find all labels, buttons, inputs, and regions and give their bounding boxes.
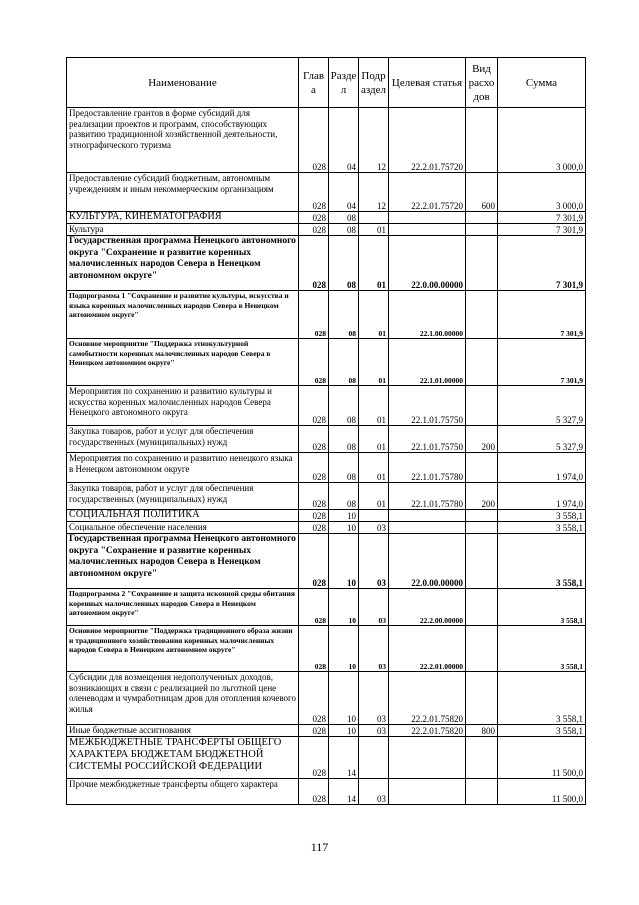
row-name: МЕЖБЮДЖЕТНЫЕ ТРАНСФЕРТЫ ОБЩЕГО ХАРАКТЕРА БЮДЖЕТАМ БЮДЖЕТНОЙ СИСТЕМЫ РОССИЙСКОЙ ФЕДЕРАЦИИ: [67, 737, 299, 779]
row-sum: 3 558,1: [498, 672, 586, 725]
row-name: Мероприятия по сохранению и развитию культуры и искусства коренных малочисленных народов Севера Ненецкого автономного округа: [67, 386, 299, 426]
row-article: 22.0.00.00000: [389, 236, 466, 291]
row-razdel: 08: [329, 339, 359, 386]
row-podrazdel: 01: [359, 291, 389, 339]
row-name: Государственная программа Ненецкого автономного округа "Сохранение и развитие коренных малочисленных народов Севера в Ненецком автономном округе": [67, 534, 299, 589]
row-razdel: 08: [329, 224, 359, 236]
row-podrazdel: 12: [359, 108, 389, 173]
row-sum: 3 000,0: [498, 108, 586, 173]
row-name: Закупка товаров, работ и услуг для обеспечения государственных (муниципальных) нужд: [67, 426, 299, 453]
row-name: КУЛЬТУРА, КИНЕМАТОГРАФИЯ: [67, 212, 299, 224]
row-sum: 7 301,9: [498, 339, 586, 386]
row-glava: 028: [299, 534, 329, 589]
row-podrazdel: 03: [359, 522, 389, 534]
row-article: 22.1.01.75750: [389, 426, 466, 453]
row-article: 22.2.00.00000: [389, 589, 466, 626]
row-razdel: 14: [329, 737, 359, 779]
row-vid: [466, 224, 498, 236]
row-sum: 3 558,1: [498, 510, 586, 522]
row-glava: 028: [299, 453, 329, 483]
row-name: Государственная программа Ненецкого автономного округа "Сохранение и развитие коренных малочисленных народов Севера в Ненецком автономном округе": [67, 236, 299, 291]
row-vid: [466, 672, 498, 725]
row-vid: [466, 522, 498, 534]
table-row: [67, 224, 586, 236]
row-razdel: 04: [329, 108, 359, 173]
row-vid: [466, 291, 498, 339]
row-glava: 028: [299, 672, 329, 725]
row-podrazdel: 01: [359, 453, 389, 483]
row-razdel: 10: [329, 626, 359, 672]
row-podrazdel: 01: [359, 224, 389, 236]
row-article: 22.2.01.75820: [389, 672, 466, 725]
row-name: Прочие межбюджетные трансферты общего характера: [67, 779, 299, 805]
row-sum: 7 301,9: [498, 224, 586, 236]
row-sum: 3 558,1: [498, 626, 586, 672]
row-glava: 028: [299, 386, 329, 426]
row-razdel: 08: [329, 483, 359, 510]
row-glava: 028: [299, 212, 329, 224]
row-glava: 028: [299, 173, 329, 212]
row-glava: 028: [299, 224, 329, 236]
row-sum: 11 500,0: [498, 779, 586, 805]
row-vid: [466, 534, 498, 589]
row-sum: 5 327,9: [498, 426, 586, 453]
table-row: [67, 339, 586, 386]
row-name: Социальное обеспечение населения: [67, 522, 299, 534]
header-glava: Глав а: [299, 58, 329, 108]
row-vid: [466, 453, 498, 483]
row-razdel: 14: [329, 779, 359, 805]
row-vid: 200: [466, 426, 498, 453]
row-podrazdel: 01: [359, 236, 389, 291]
row-article: 22.2.01.75720: [389, 108, 466, 173]
row-podrazdel: 01: [359, 483, 389, 510]
row-article: [389, 510, 466, 522]
row-name: Предоставление субсидий бюджетным, автономным учреждениям и иным некоммерческим организациям: [67, 173, 299, 212]
row-razdel: 08: [329, 386, 359, 426]
row-article: 22.1.01.75780: [389, 453, 466, 483]
table-row: [67, 534, 586, 589]
row-razdel: 10: [329, 725, 359, 737]
row-sum: 7 301,9: [498, 212, 586, 224]
row-razdel: 10: [329, 589, 359, 626]
row-razdel: 10: [329, 510, 359, 522]
row-razdel: 04: [329, 173, 359, 212]
table-row: [67, 779, 586, 805]
header-vid: Вид расхо дов: [466, 58, 498, 108]
row-article: 22.2.01.75820: [389, 725, 466, 737]
table-row: [67, 236, 586, 291]
row-podrazdel: [359, 212, 389, 224]
row-razdel: 10: [329, 522, 359, 534]
row-razdel: 08: [329, 212, 359, 224]
row-razdel: 08: [329, 236, 359, 291]
row-razdel: 08: [329, 453, 359, 483]
row-article: 22.1.00.00000: [389, 291, 466, 339]
header-podrazdel: Подр аздел: [359, 58, 389, 108]
row-glava: 028: [299, 522, 329, 534]
row-sum: 1 974,0: [498, 453, 586, 483]
row-podrazdel: [359, 737, 389, 779]
row-article: 22.1.01.75780: [389, 483, 466, 510]
row-vid: [466, 589, 498, 626]
row-glava: 028: [299, 589, 329, 626]
table-row: [67, 522, 586, 534]
row-article: [389, 779, 466, 805]
row-article: 22.0.00.00000: [389, 534, 466, 589]
table-row: [67, 483, 586, 510]
row-name: Культура: [67, 224, 299, 236]
table-row: [67, 737, 586, 779]
table-row: [67, 173, 586, 212]
row-name: Основное мероприятие "Поддержка этнокультурной самобытности коренных малочисленных народов Севера в Ненецком автономном округе": [67, 339, 299, 386]
header-article: Целевая статья: [389, 58, 466, 108]
row-podrazdel: 03: [359, 626, 389, 672]
row-podrazdel: 12: [359, 173, 389, 212]
row-name: Предоставление грантов в форме субсидий для реализации проектов и программ, способствующих развитию традиционной хозяйственной деятельности, этнографического туризма: [67, 108, 299, 173]
header-sum: Сумма: [498, 58, 586, 108]
row-name: Подпрограмма 1 "Сохранение и развитие культуры, искусства и языка коренных малочисленных народов Севера в Ненецком автономном округе": [67, 291, 299, 339]
table-row: [67, 510, 586, 522]
row-vid: [466, 626, 498, 672]
row-vid: [466, 236, 498, 291]
row-podrazdel: 03: [359, 725, 389, 737]
row-podrazdel: 01: [359, 386, 389, 426]
header-razdel: Разде л: [329, 58, 359, 108]
row-razdel: 08: [329, 426, 359, 453]
row-glava: 028: [299, 779, 329, 805]
row-vid: [466, 108, 498, 173]
row-vid: 800: [466, 725, 498, 737]
table-row: [67, 589, 586, 626]
header-row: [67, 58, 586, 108]
row-glava: 028: [299, 483, 329, 510]
row-sum: 1 974,0: [498, 483, 586, 510]
table-row: [67, 725, 586, 737]
row-podrazdel: [359, 510, 389, 522]
row-article: 22.2.01.75720: [389, 173, 466, 212]
row-sum: 5 327,9: [498, 386, 586, 426]
table-row: [67, 453, 586, 483]
page-number: 117: [310, 840, 329, 854]
row-glava: 028: [299, 737, 329, 779]
row-name: Мероприятия по сохранению и развитию ненецкого языка в Ненецком автономном округе: [67, 453, 299, 483]
table-row: [67, 426, 586, 453]
row-glava: 028: [299, 108, 329, 173]
row-sum: 7 301,9: [498, 236, 586, 291]
row-podrazdel: 01: [359, 426, 389, 453]
row-name: Закупка товаров, работ и услуг для обеспечения государственных (муниципальных) нужд: [67, 483, 299, 510]
row-razdel: 08: [329, 291, 359, 339]
row-podrazdel: 03: [359, 534, 389, 589]
row-vid: [466, 386, 498, 426]
row-vid: [466, 510, 498, 522]
row-podrazdel: 03: [359, 672, 389, 725]
row-vid: 200: [466, 483, 498, 510]
row-article: [389, 212, 466, 224]
row-vid: [466, 212, 498, 224]
row-sum: 3 000,0: [498, 173, 586, 212]
row-glava: 028: [299, 510, 329, 522]
row-sum: 3 558,1: [498, 522, 586, 534]
row-glava: 028: [299, 339, 329, 386]
row-name: Иные бюджетные ассигнования: [67, 725, 299, 737]
row-sum: 7 301,9: [498, 291, 586, 339]
table-row: [67, 386, 586, 426]
table-row: [67, 672, 586, 725]
row-name: Подпрограмма 2 "Сохранение и защита исконной среды обитания коренных малочисленных народов Севера в Ненецком автономном округе": [67, 589, 299, 626]
row-name: СОЦИАЛЬНАЯ ПОЛИТИКА: [67, 510, 299, 522]
row-article: 22.2.01.00000: [389, 626, 466, 672]
row-podrazdel: 03: [359, 779, 389, 805]
row-glava: 028: [299, 291, 329, 339]
row-name: Субсидии для возмещения недополученных доходов, возникающих в связи с реализацией по льготной цене оленеводам и чумработницам дров для отопления кочевого жилья: [67, 672, 299, 725]
row-article: 22.1.01.75750: [389, 386, 466, 426]
budget-table: [66, 57, 586, 805]
table-row: [67, 108, 586, 173]
row-vid: [466, 737, 498, 779]
row-razdel: 10: [329, 672, 359, 725]
row-glava: 028: [299, 426, 329, 453]
row-sum: 3 558,1: [498, 534, 586, 589]
row-article: 22.1.01.00000: [389, 339, 466, 386]
table-row: [67, 212, 586, 224]
row-article: [389, 224, 466, 236]
row-glava: 028: [299, 626, 329, 672]
row-glava: 028: [299, 725, 329, 737]
row-vid: [466, 779, 498, 805]
row-vid: 600: [466, 173, 498, 212]
row-article: [389, 737, 466, 779]
row-sum: 3 558,1: [498, 589, 586, 626]
row-vid: [466, 339, 498, 386]
row-razdel: 10: [329, 534, 359, 589]
header-name: Наименование: [67, 58, 299, 108]
table-row: [67, 626, 586, 672]
row-podrazdel: 01: [359, 339, 389, 386]
row-article: [389, 522, 466, 534]
row-podrazdel: 03: [359, 589, 389, 626]
row-sum: 3 558,1: [498, 725, 586, 737]
row-glava: 028: [299, 236, 329, 291]
row-name: Основное мероприятие "Поддержка традиционного образа жизни и традиционного хозяйствования коренных малочисленных народов Севера в Ненецком автономном округе": [67, 626, 299, 672]
table-row: [67, 291, 586, 339]
row-sum: 11 500,0: [498, 737, 586, 779]
